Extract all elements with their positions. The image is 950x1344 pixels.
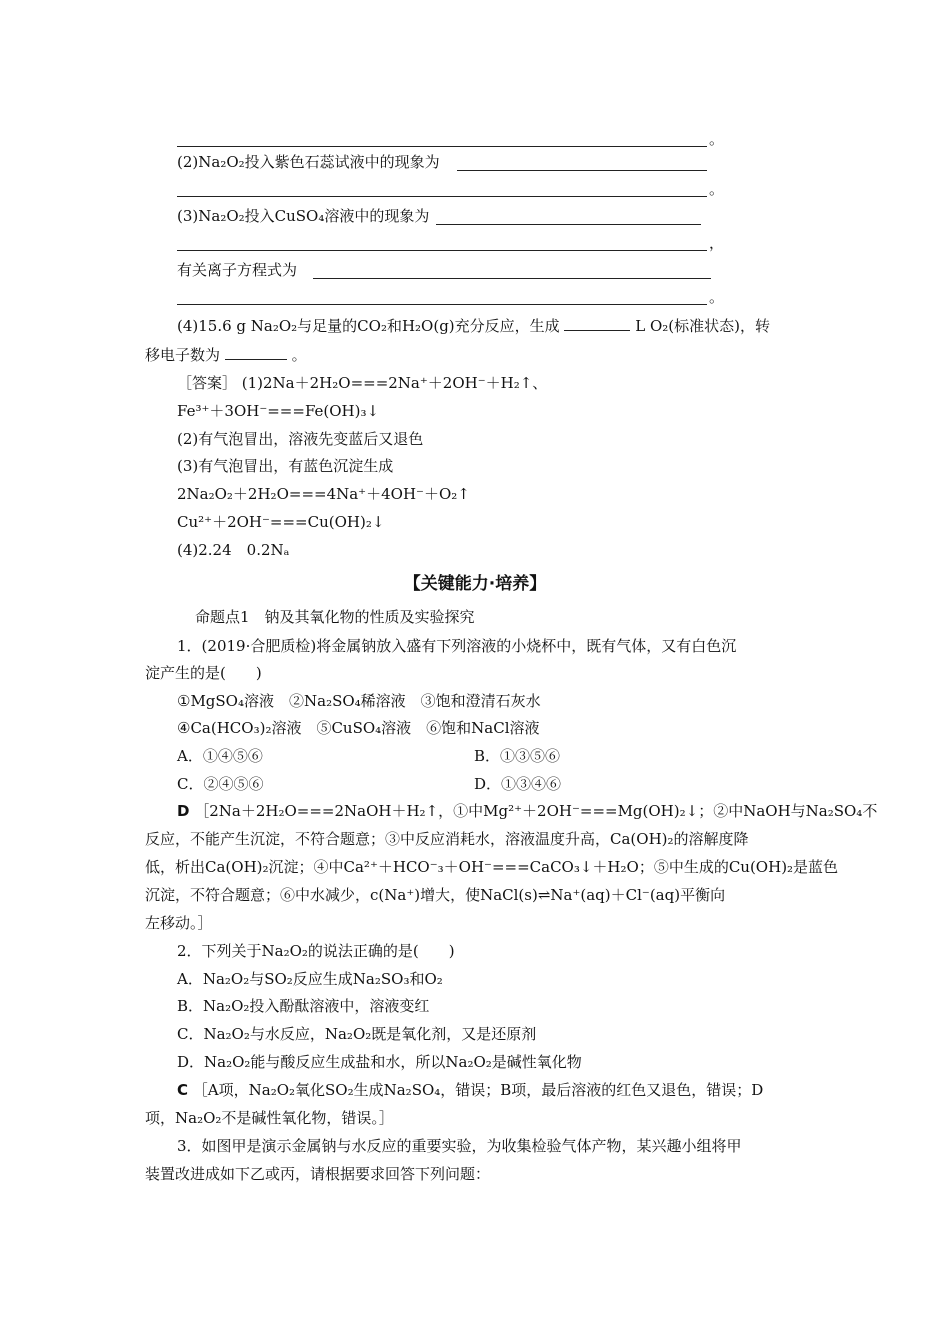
q2-option-c[interactable]: C．Na₂O₂与水反应，Na₂O₂既是氧化剂，又是还原剂 bbox=[177, 1025, 537, 1043]
answer-blank[interactable] bbox=[564, 316, 630, 331]
section-heading: 【关键能力·培养】 bbox=[403, 574, 547, 594]
q1-explanation-line-3: 低，析出Ca(OH)₂沉淀；④中Ca²⁺＋HCO⁻₃＋OH⁻===CaCO₃↓＋H₂O；⑤中生成的Cu(OH)₂是蓝色 bbox=[145, 858, 839, 876]
answer-blank-line[interactable] bbox=[313, 278, 711, 279]
answer-line-6: Cu²⁺＋2OH⁻===Cu(OH)₂↓ bbox=[177, 513, 385, 531]
q2-explanation-line-1 bbox=[177, 1080, 763, 1100]
line-end-punct: ， bbox=[709, 234, 725, 252]
q1-option-a[interactable]: A．①④⑤⑥ bbox=[177, 747, 263, 765]
q1-option-c[interactable]: C．②④⑤⑥ bbox=[177, 775, 264, 793]
q1-explanation-line-5: 左移动。］ bbox=[145, 914, 213, 932]
q1-explanation-text: ［2Na＋2H₂O===2NaOH＋H₂↑，①中Mg²⁺＋2OH⁻===Mg(OH)₂↓；②中NaOH与Na₂SO₄不 bbox=[194, 802, 878, 820]
q1-option-b[interactable]: B．①③⑤⑥ bbox=[474, 747, 561, 765]
topic-title: 命题点1 钠及其氧化物的性质及实验探究 bbox=[195, 608, 475, 626]
q2-explanation-text: ［A项，Na₂O₂氧化SO₂生成Na₂SO₄，错误；B项，最后溶液的红色又退色，错误；D bbox=[192, 1081, 764, 1099]
question-4-line-2 bbox=[145, 345, 307, 365]
q2-option-a[interactable]: A．Na₂O₂与SO₂反应生成Na₂SO₃和O₂ bbox=[177, 970, 443, 988]
question-4-text-a: (4)15.6 g Na₂O₂与足量的CO₂和H₂O(g)充分反应，生成 bbox=[177, 317, 560, 335]
q1-stem-line-2: 淀产生的是( ) bbox=[145, 664, 262, 682]
question-4-text-b: L O₂(标准状态)，转 bbox=[635, 317, 770, 335]
q1-items-line-1: ①MgSO₄溶液 ②Na₂SO₄稀溶液 ③饱和澄清石灰水 bbox=[177, 692, 541, 710]
q2-option-b[interactable]: B．Na₂O₂投入酚酞溶液中，溶液变红 bbox=[177, 997, 430, 1015]
q1-items-line-2: ④Ca(HCO₃)₂溶液 ⑤CuSO₄溶液 ⑥饱和NaCl溶液 bbox=[177, 719, 540, 737]
question-4-text-d: 。 bbox=[291, 346, 307, 364]
q3-stem-line-2: 装置改进成如下乙或丙，请根据要求回答下列问题： bbox=[145, 1165, 491, 1183]
answer-blank-line[interactable] bbox=[177, 250, 707, 251]
question-3-label: (3)Na₂O₂投入CuSO₄溶液中的现象为 bbox=[177, 207, 430, 225]
answer-blank-line[interactable] bbox=[177, 146, 707, 147]
answer-line-4: (3)有气泡冒出，有蓝色沉淀生成 bbox=[177, 457, 394, 475]
answer-blank-line[interactable] bbox=[177, 304, 707, 305]
answer-blank-line[interactable] bbox=[177, 196, 707, 197]
answer-line-3: (2)有气泡冒出，溶液先变蓝后又退色 bbox=[177, 430, 424, 448]
answer-blank-line[interactable] bbox=[436, 224, 701, 225]
answer-line-1: ［答案］ (1)2Na＋2H₂O===2Na⁺＋2OH⁻＋H₂↑、 bbox=[177, 374, 548, 392]
q2-answer-letter: C bbox=[177, 1081, 189, 1099]
q1-explanation-line-2: 反应，不能产生沉淀，不符合题意；③中反应消耗水，溶液温度升高，Ca(OH)₂的溶解度降 bbox=[145, 830, 749, 848]
answer-line-5: 2Na₂O₂＋2H₂O===4Na⁺＋4OH⁻＋O₂↑ bbox=[177, 485, 470, 503]
q1-explanation-line-1 bbox=[177, 801, 877, 821]
q3-stem-line-1: 3．如图甲是演示金属钠与水反应的重要实验，为收集检验气体产物，某兴趣小组将甲 bbox=[177, 1137, 742, 1155]
answer-line-2: Fe³⁺＋3OH⁻===Fe(OH)₃↓ bbox=[177, 402, 380, 420]
q2-option-d[interactable]: D．Na₂O₂能与酸反应生成盐和水，所以Na₂O₂是碱性氧化物 bbox=[177, 1053, 582, 1071]
line-end-punct: 。 bbox=[709, 180, 725, 198]
line-end-punct: 。 bbox=[709, 130, 725, 148]
q1-explanation-line-4: 沉淀，不符合题意；⑥中水减少，c(Na⁺)增大，使NaCl(s)⇌Na⁺(aq)＋Cl⁻(aq)平衡向 bbox=[145, 886, 726, 904]
question-2-label: (2)Na₂O₂投入紫色石蕊试液中的现象为 bbox=[177, 153, 440, 171]
answer-blank[interactable] bbox=[225, 345, 287, 360]
q1-option-d[interactable]: D．①③④⑥ bbox=[474, 775, 562, 793]
q1-stem-line-1: 1．(2019·合肥质检)将金属钠放入盛有下列溶液的小烧杯中，既有气体，又有白色沉 bbox=[177, 637, 737, 655]
q1-answer-letter: D bbox=[177, 802, 190, 820]
q2-stem: 2．下列关于Na₂O₂的说法正确的是( ) bbox=[177, 942, 455, 960]
question-4-text-c: 移电子数为 bbox=[145, 346, 221, 364]
answer-line-7: (4)2.24 0.2Nₐ bbox=[177, 541, 290, 559]
answer-blank-line[interactable] bbox=[457, 170, 707, 171]
ion-equation-label: 有关离子方程式为 bbox=[177, 261, 298, 279]
question-4-line-1 bbox=[177, 316, 770, 336]
q2-explanation-line-2: 项，Na₂O₂不是碱性氧化物，错误。］ bbox=[145, 1109, 394, 1127]
line-end-punct: 。 bbox=[709, 288, 725, 306]
